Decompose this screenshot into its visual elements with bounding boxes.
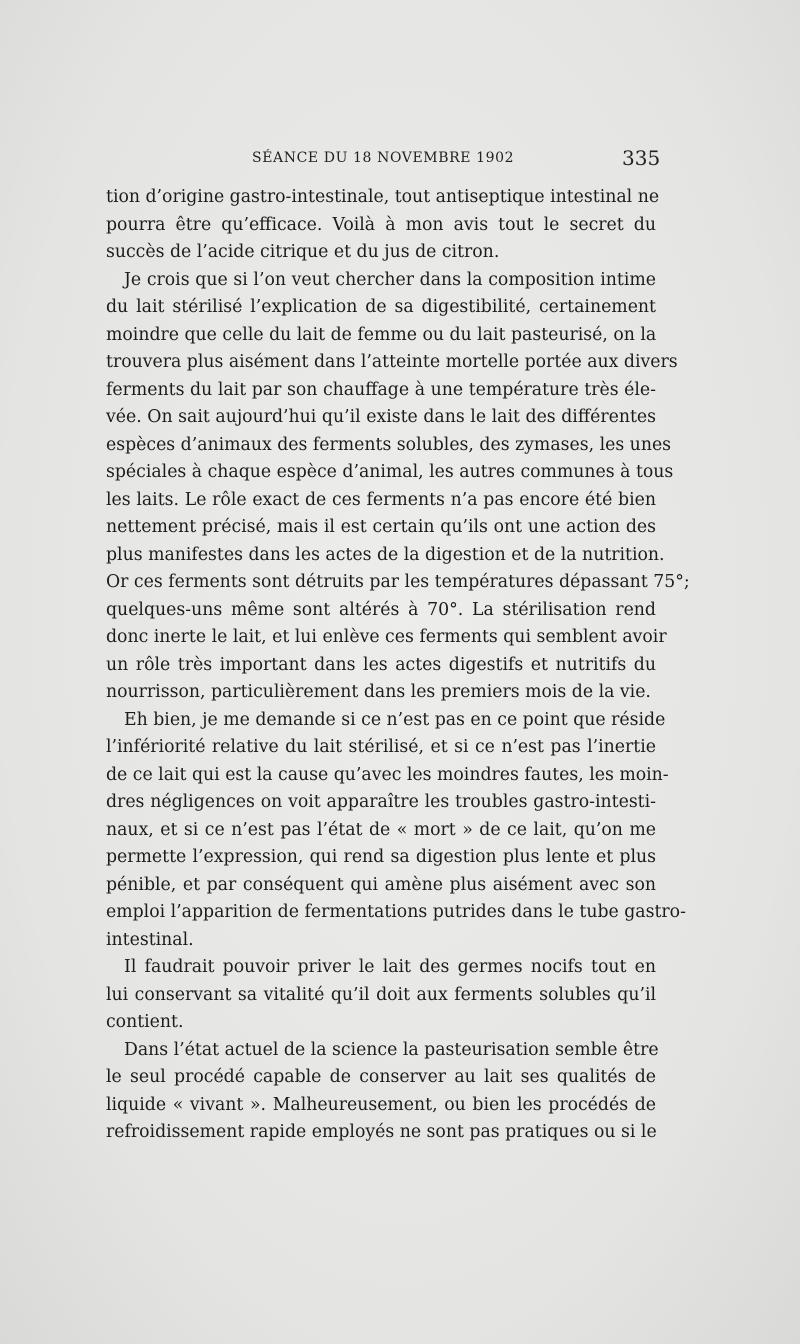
body-text (106, 184, 690, 1147)
text-line: tion d’origine gastro-intestinale, tout antiseptique intestinal ne (106, 187, 660, 207)
text-line: les laits. Le rôle exact de ces ferments n’a pas encore été bien (106, 489, 656, 510)
text-line: Je crois que si l’on veut chercher dans la composition intime (124, 269, 656, 290)
text-line: nourrisson, particulièrement dans les premiers mois de la vie. (106, 682, 651, 702)
text-line: pénible, et par conséquent qui amène plus aisément avec son (106, 874, 656, 895)
text-line: le seul procédé capable de conserver au lait ses qualités de (106, 1067, 656, 1087)
text-line: Il faudrait pouvoir priver le lait des germes nocifs tout en (124, 957, 656, 977)
text-line: pourra être qu’efficace. Voilà à mon avis tout le secret du (106, 214, 656, 235)
text-line: quelques-uns même sont altérés à 70°. La stérilisation rend (106, 599, 656, 620)
text-line: succès de l’acide citrique et du jus de citron. (106, 242, 500, 262)
text-line: emploi l’apparition de fermentations putrides dans le tube gastro- (106, 902, 686, 922)
text-line: l’infériorité relative du lait stérilisé, et si ce n’est pas l’inertie (106, 737, 656, 757)
text-line: nettement précisé, mais il est certain qu’ils ont une action des (106, 517, 656, 537)
text-line: du lait stérilisé l’explication de sa digestibilité, certainement (106, 297, 656, 317)
text-line: donc inerte le lait, et lui enlève ces ferments qui semblent avoir (106, 627, 667, 647)
text-line: spéciales à chaque espèce d’animal, les autres communes à tous (106, 462, 674, 482)
text-line: naux, et si ce n’est pas l’état de « mort » de ce lait, qu’on me (106, 819, 656, 840)
text-line: de ce lait qui est la cause qu’avec les moindres fautes, les moin- (106, 764, 669, 785)
paragraph (106, 184, 660, 267)
paragraph (106, 1037, 659, 1147)
text-line: vée. On sait aujourd’hui qu’il existe dans le lait des différentes (106, 407, 656, 427)
paragraph (106, 954, 656, 1037)
page-number: 335 (622, 146, 661, 170)
text-line: liquide « vivant ». Malheureusement, ou bien les procédés de (106, 1094, 656, 1115)
text-line: refroidissement rapide employés ne sont pas pratiques ou si le (106, 1122, 657, 1142)
text-line: plus manifestes dans les actes de la digestion et de la nutrition. (106, 544, 665, 565)
paragraph (106, 267, 690, 707)
text-line: intestinal. (106, 929, 194, 950)
text-line: dres négligences on voit apparaître les troubles gastro-intesti- (106, 792, 656, 812)
text-line: contient. (106, 1012, 184, 1032)
text-line: Eh bien, je me demande si ce n’est pas en ce point que réside (124, 709, 666, 730)
text-line: Dans l’état actuel de la science la pasteurisation semble être (124, 1039, 659, 1060)
text-line: espèces d’animaux des ferments solubles, des zymases, les unes (106, 434, 672, 455)
text-line: un rôle très important dans les actes digestifs et nutritifs du (106, 654, 656, 675)
text-line: trouvera plus aisément dans l’atteinte mortelle portée aux divers (106, 352, 678, 372)
text-line: moindre que celle du lait de femme ou du lait pasteurisé, on la (106, 324, 657, 345)
text-line: lui conservant sa vitalité qu’il doit aux ferments solubles qu’il (106, 984, 656, 1005)
paragraph (106, 707, 686, 955)
running-title: SÉANCE DU 18 NOVEMBRE 1902 (252, 150, 515, 166)
text-line: Or ces ferments sont détruits par les températures dépassant 75°; (106, 572, 690, 592)
text-line: ferments du lait par son chauffage à une température très éle- (106, 379, 656, 400)
text-line: permette l’expression, qui rend sa digestion plus lente et plus (106, 847, 656, 867)
